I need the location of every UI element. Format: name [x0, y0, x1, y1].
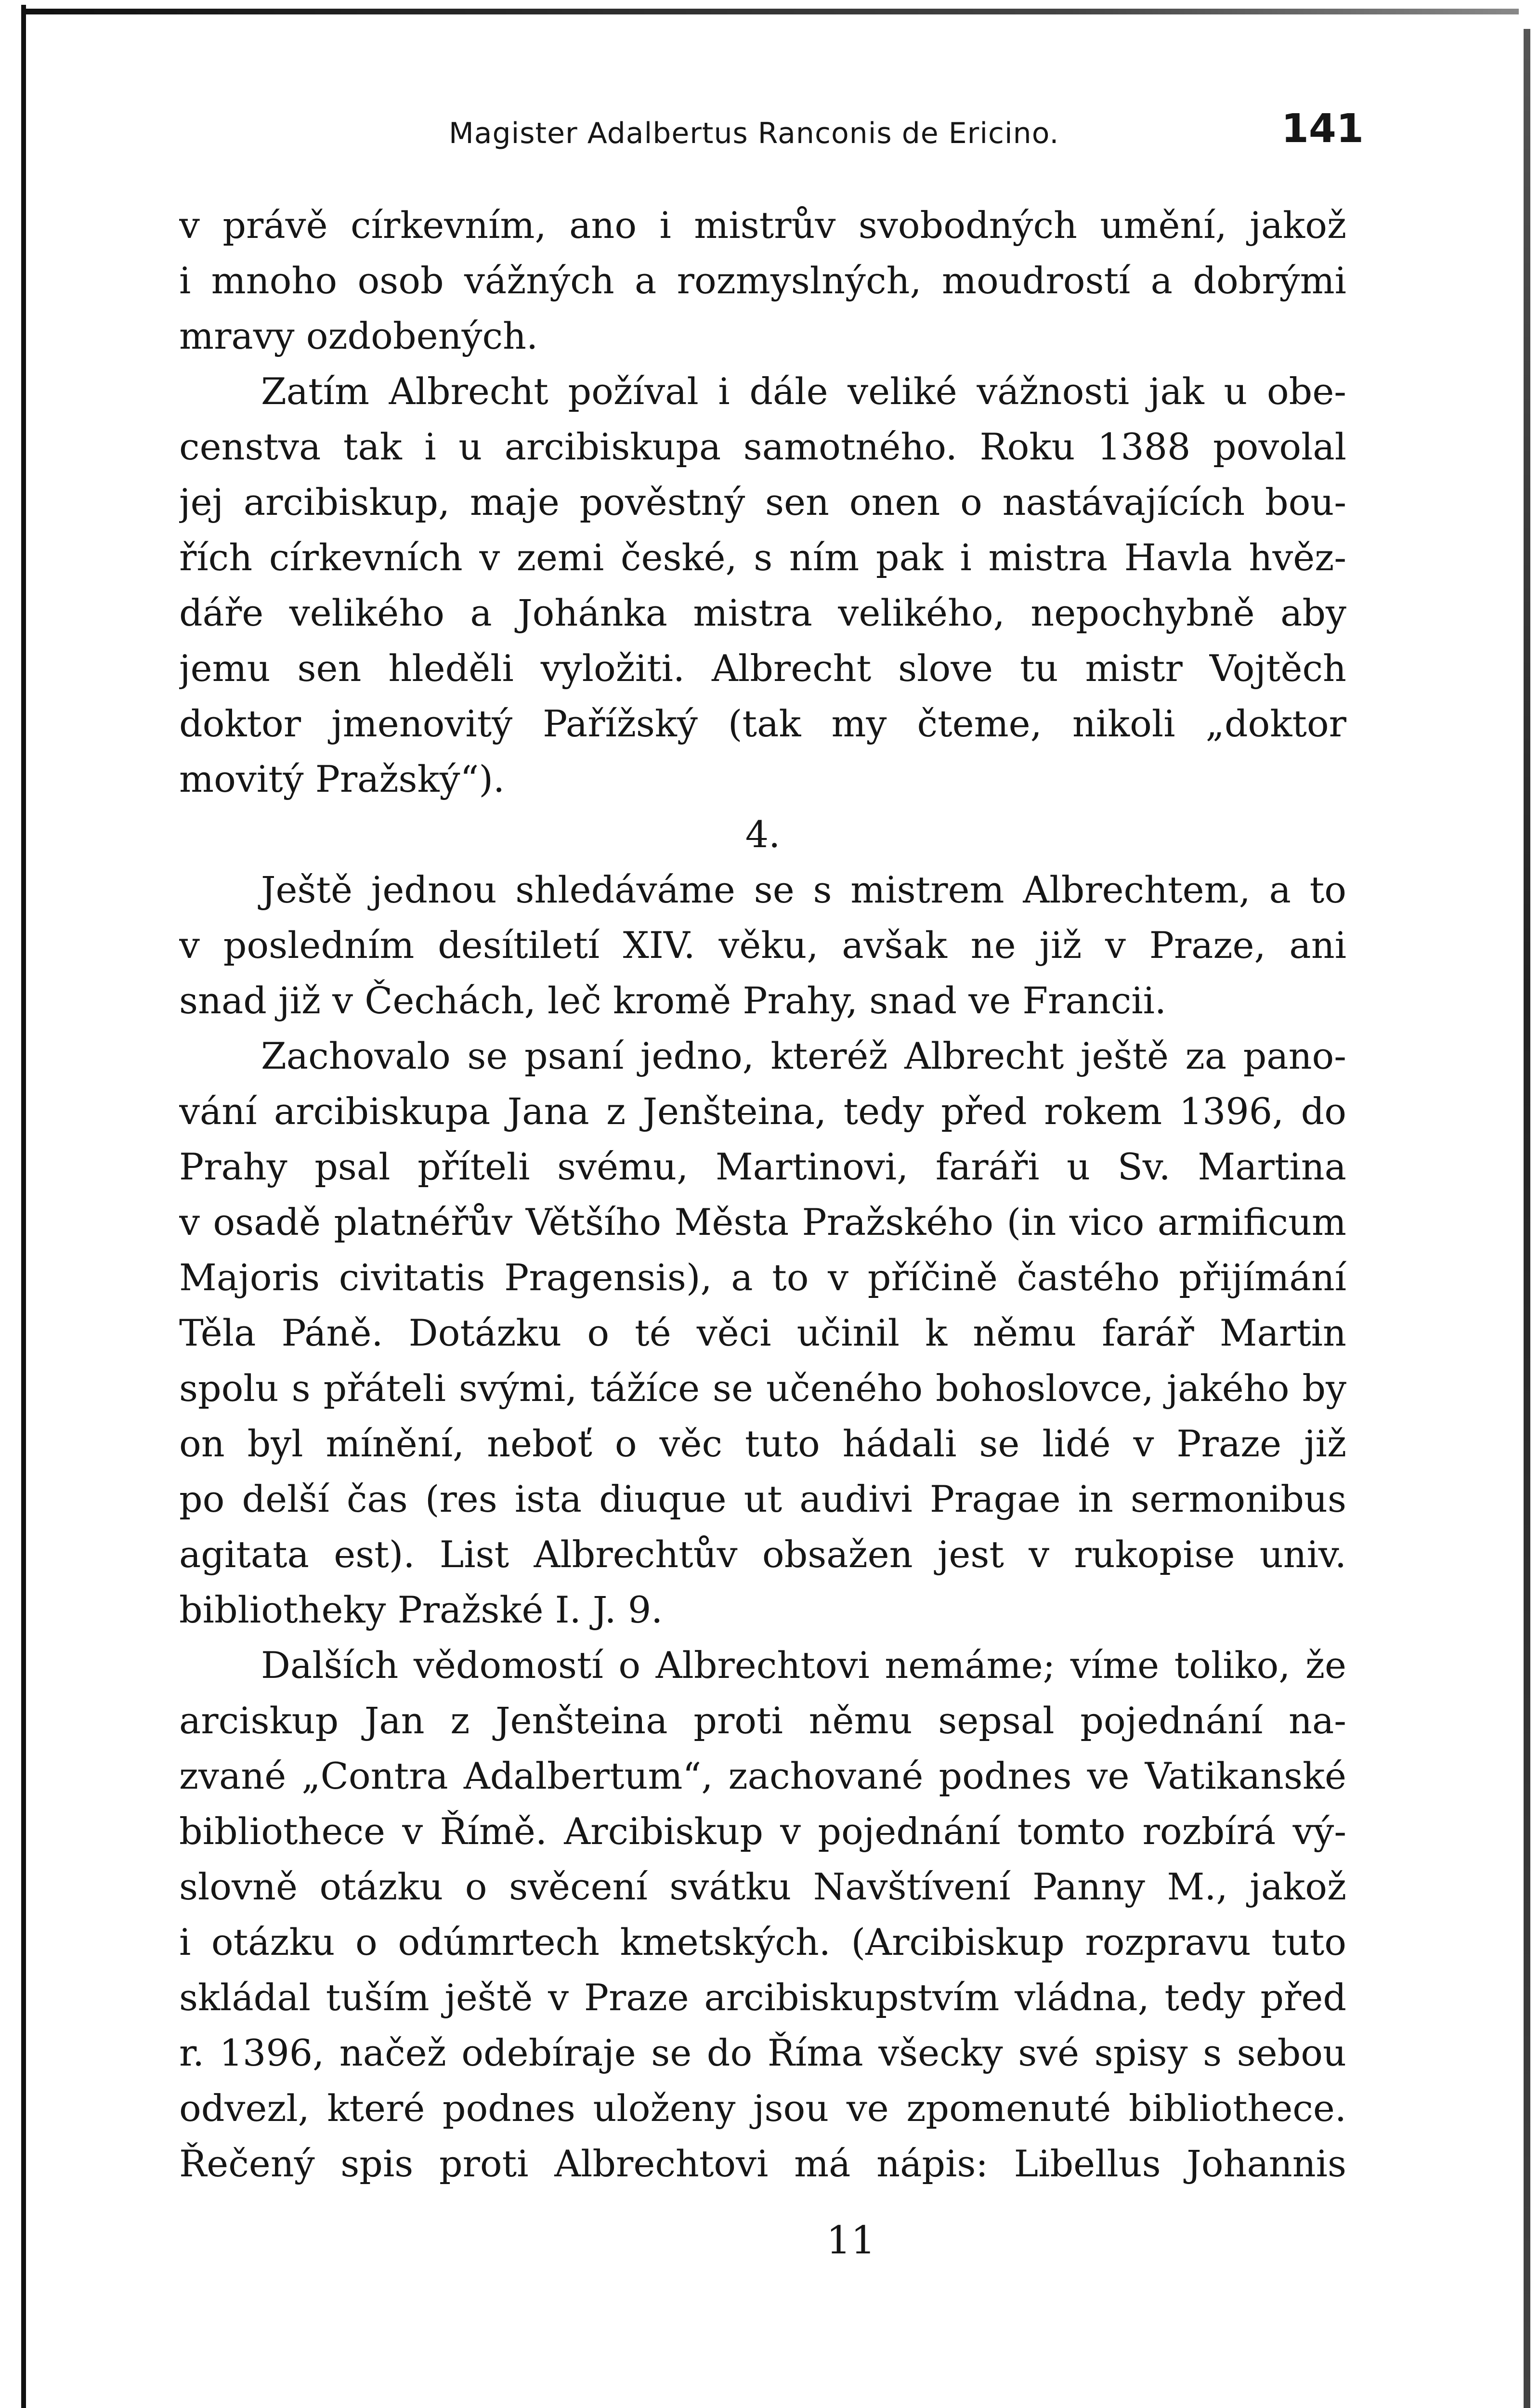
text-line: i mnoho osob vážných a rozmyslných, moudrostí a dobrými	[179, 259, 1346, 302]
body-text	[179, 197, 1346, 2191]
text-line: on byl mínění, neboť o věc tuto hádali se lidé v Praze již	[179, 1422, 1346, 1465]
text-line: jemu sen hleděli vyložiti. Albrecht slove tu mistr Vojtěch	[179, 647, 1346, 690]
text-line: movitý Pražský“).	[179, 758, 505, 800]
scan-border-left	[21, 5, 26, 2408]
text-line: Zatím Albrecht požíval i dále veliké vážnosti jak u obe-	[261, 370, 1346, 413]
text-line: po delší čas (res ista diuque ut audivi Pragae in sermonibus	[179, 1478, 1346, 1520]
section-number: 4.	[745, 813, 781, 856]
text-line: vání arcibiskupa Jana z Jenšteina, tedy před rokem 1396, do	[179, 1090, 1346, 1133]
text-line: v osadě platnéřův Většího Města Pražského (in vico armificum	[179, 1201, 1346, 1243]
text-line: Dalších vědomostí o Albrechtovi nemáme; víme toliko, že	[261, 1644, 1346, 1687]
running-head: Magister Adalbertus Ranconis de Ericino.	[449, 117, 1059, 150]
page-number: 141	[1281, 106, 1364, 152]
text-line: skládal tuším ještě v Praze arcibiskupstvím vládna, tedy před	[179, 1976, 1346, 2019]
text-line: Zachovalo se psaní jedno, kteréž Albrecht ještě za pano-	[261, 1034, 1346, 1077]
text-line: v právě církevním, ano i mistrův svobodných umění, jakož	[179, 204, 1346, 247]
signature-mark: 11	[826, 2218, 875, 2263]
text-line: arciskup Jan z Jenšteina proti němu sepsal pojednání na-	[179, 1699, 1346, 1742]
text-line: Ještě jednou shledáváme se s mistrem Albrechtem, a to	[261, 868, 1346, 911]
text-line: zvané „Contra Adalbertum“, zachované podnes ve Vatikanské	[179, 1754, 1346, 1797]
text-line: Řečený spis proti Albrechtovi má nápis: Libellus Johannis	[179, 2142, 1346, 2185]
scan-margin	[0, 0, 35, 2408]
text-line: odvezl, které podnes uloženy jsou ve zpomenuté bibliothece.	[179, 2087, 1346, 2130]
text-line: bibliotheky Pražské I. J. 9.	[179, 1588, 663, 1631]
text-line: Majoris civitatis Pragensis), a to v příčině častého přijímání	[179, 1256, 1346, 1299]
text-line: i otázku o odúmrtech kmetských. (Arcibiskup rozpravu tuto	[179, 1921, 1346, 1963]
book-page	[35, 19, 1523, 2408]
text-line: dáře velikého a Johánka mistra velikého, nepochybně aby	[179, 591, 1346, 634]
text-line: snad již v Čechách, leč kromě Prahy, snad ve Francii.	[179, 979, 1167, 1022]
text-line: Prahy psal příteli svému, Martinovi, faráři u Sv. Martina	[179, 1145, 1346, 1188]
text-line: doktor jmenovitý Pařížský (tak my čteme, nikoli „doktor	[179, 702, 1346, 745]
scan-border-right	[1524, 29, 1530, 2408]
text-line: bibliothece v Římě. Arcibiskup v pojednání tomto rozbírá vý-	[179, 1810, 1346, 1853]
text-line: censtva tak i u arcibiskupa samotného. Roku 1388 povolal	[179, 425, 1346, 468]
text-line: Těla Páně. Dotázku o té věci učinil k němu farář Martin	[179, 1311, 1346, 1354]
page-header	[449, 106, 1364, 173]
text-line: mravy ozdobených.	[179, 314, 538, 357]
text-line: r. 1396, načež odebíraje se do Říma všecky své spisy s sebou	[179, 2031, 1346, 2074]
text-line: řích církevních v zemi české, s ním pak i mistra Havla hvěz-	[179, 536, 1346, 579]
text-line: spolu s přáteli svými, tážíce se učeného bohoslovce, jakého by	[179, 1367, 1346, 1410]
scan-border-top	[21, 9, 1519, 14]
text-line: slovně otázku o svěcení svátku Navštívení Panny M., jakož	[179, 1865, 1346, 1908]
text-line: v posledním desítiletí XIV. věku, avšak ne již v Praze, ani	[179, 924, 1346, 967]
text-line: jej arcibiskup, maje pověstný sen onen o nastávajících bou-	[179, 481, 1346, 523]
text-line: agitata est). List Albrechtův obsažen jest v rukopise univ.	[179, 1533, 1346, 1576]
